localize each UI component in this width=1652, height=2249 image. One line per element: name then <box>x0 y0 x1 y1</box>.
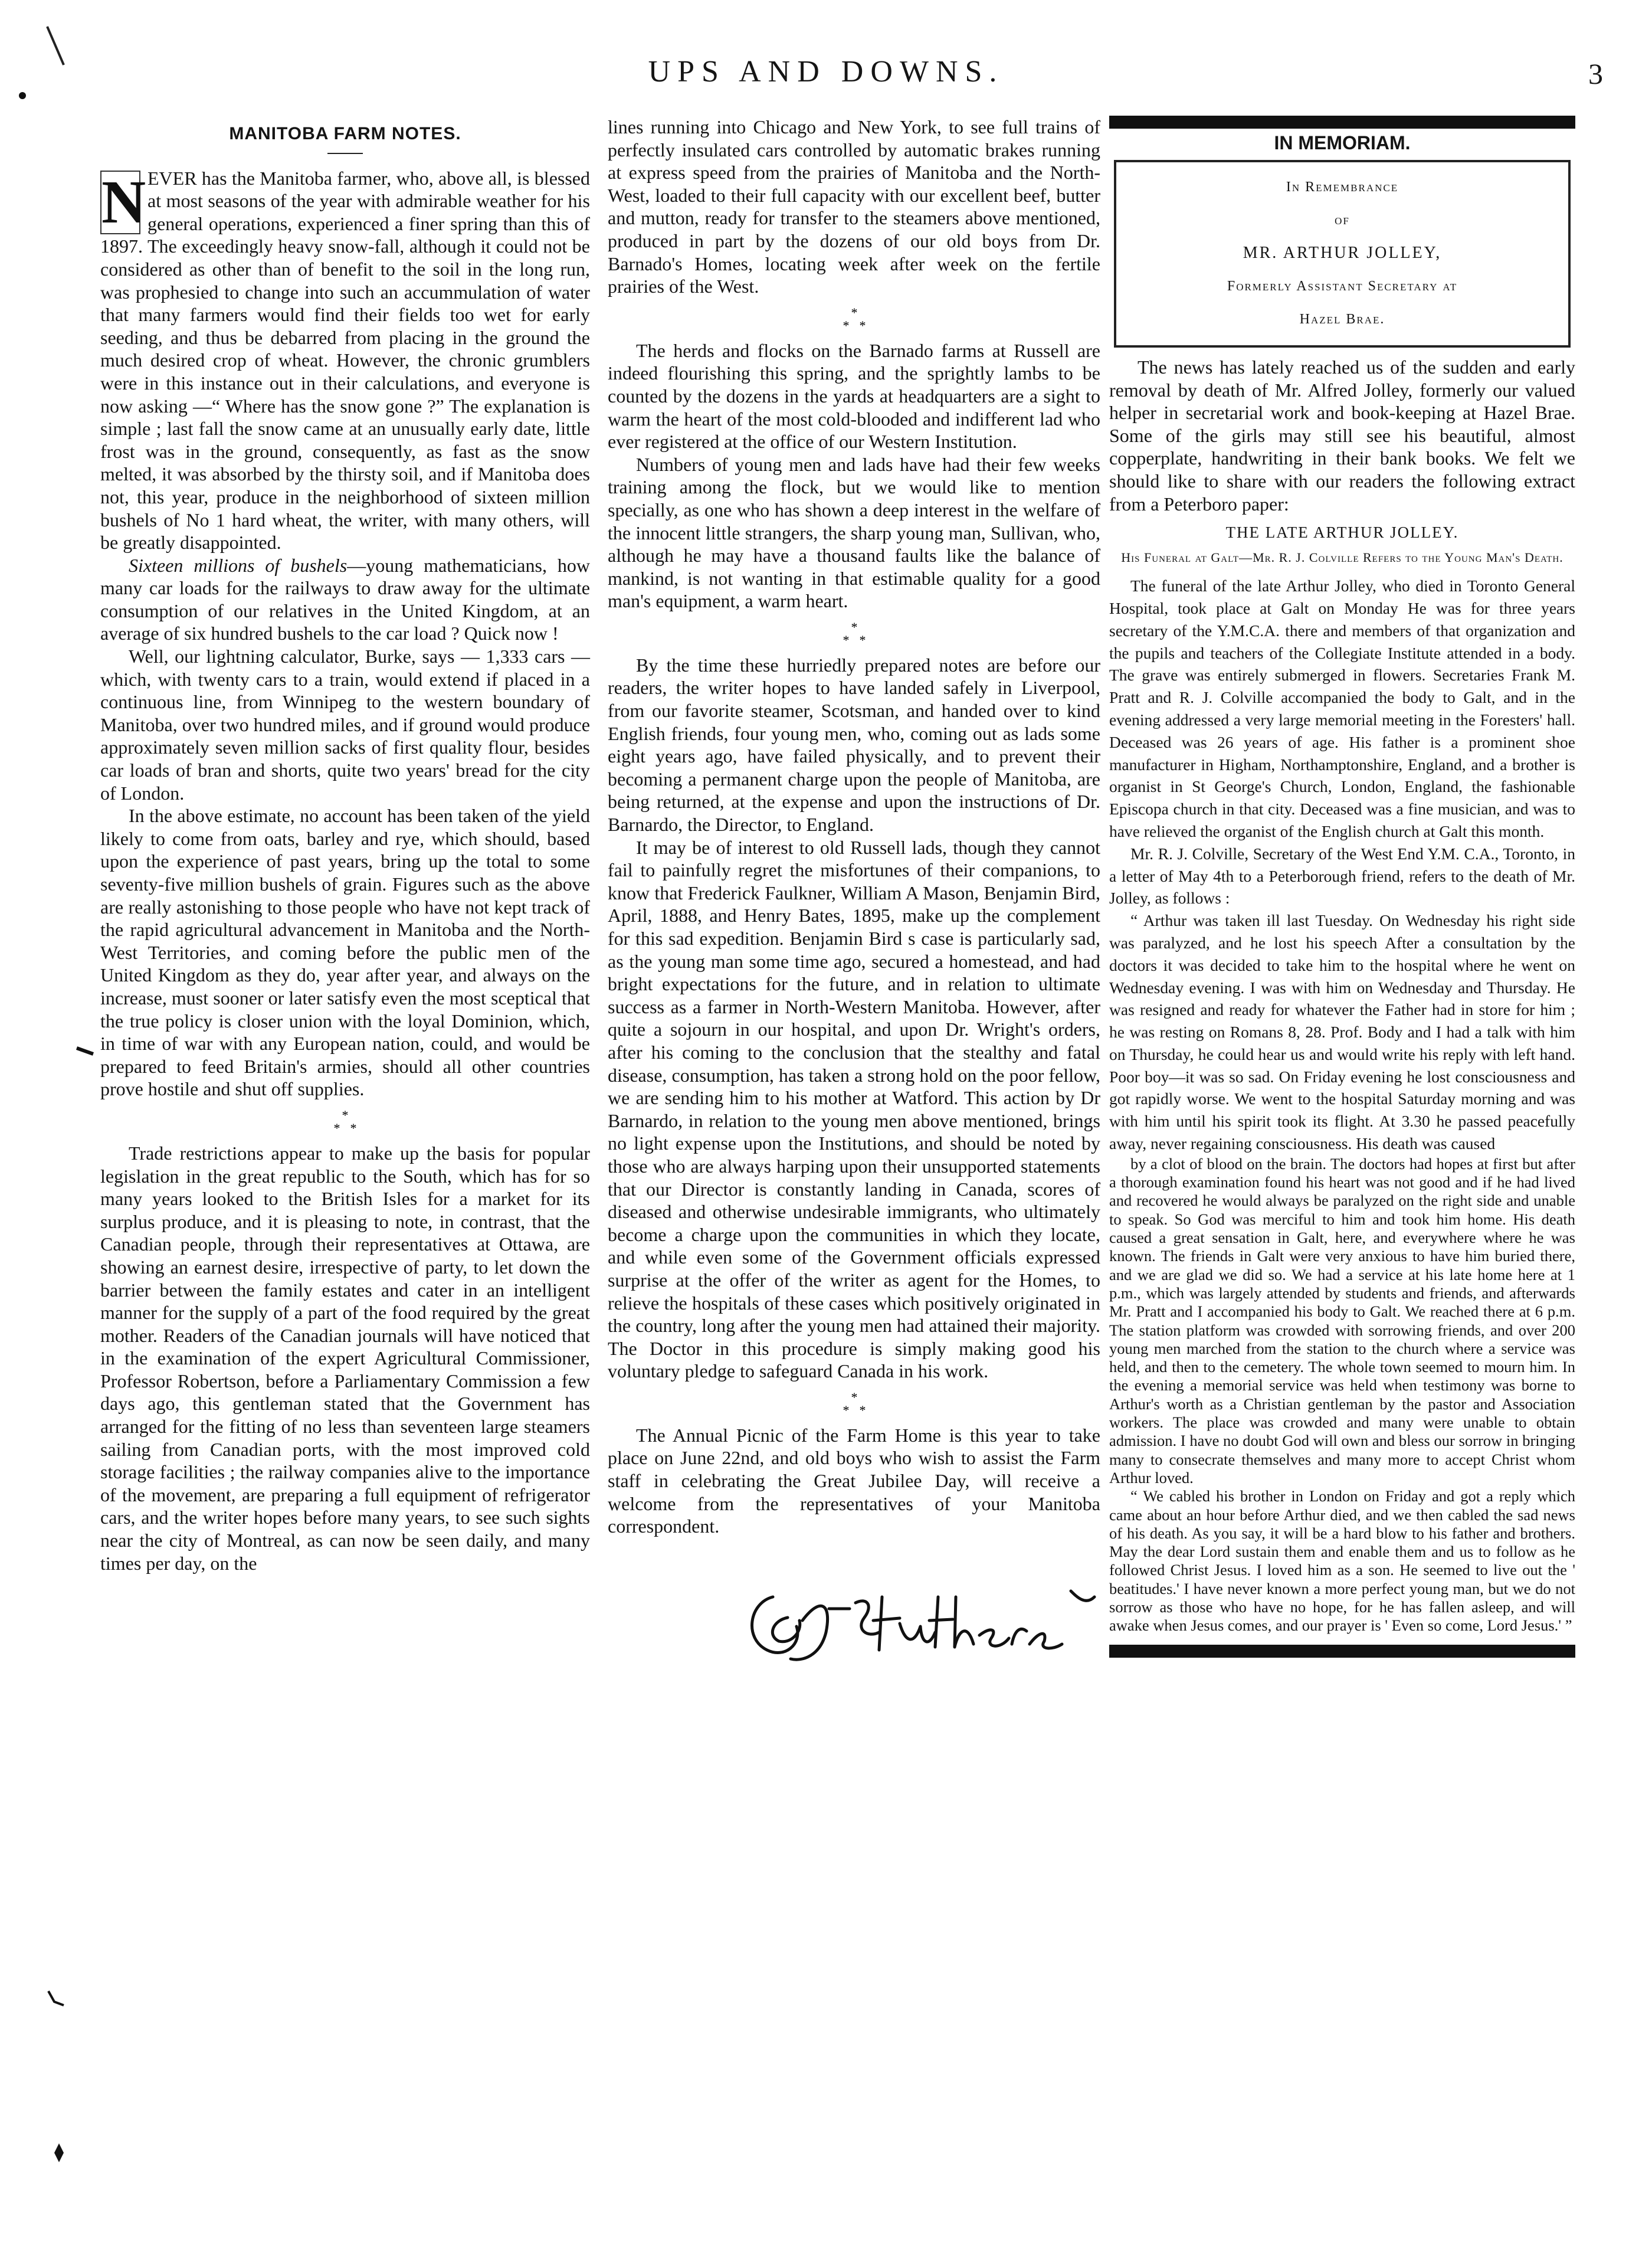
paragraph: Numbers of young men and lads have had their few weeks training among the flock, but we would like to mention specially, as one who has shown a deep interest in the welfare of the innocent little strangers, the sharp young man, Sullivan, who, although he may have a thousand faults like the balance of mankind, is not wanting in that estimable quality for a good man's equipment, a warm heart. <box>608 453 1100 612</box>
svg-text:*: * <box>851 306 857 320</box>
page-number: 3 <box>1588 57 1603 90</box>
sub-head: His Funeral at Galt—Mr. R. J. Colville Refers to the Young Man's Death. <box>1121 550 1564 565</box>
memoriam-box <box>1114 160 1571 348</box>
paragraph <box>100 554 590 645</box>
running-head: UPS AND DOWNS. <box>648 55 1004 89</box>
box-line: Hazel Brae. <box>1299 312 1385 327</box>
svg-text:*: * <box>859 317 866 333</box>
paragraph: The herds and flocks on the Barnado farms at Russell are indeed flourishing this spring, and the sprightly lambs to be counted by the dozens in the yards at headquarters are a sight to warm the heart of the most cold-blooded and indifferent lad who ever registered at the office of our Western Institution. <box>608 339 1100 453</box>
svg-text:*: * <box>342 1108 349 1122</box>
scan-speck <box>46 1989 70 2012</box>
svg-text:*: * <box>859 632 866 647</box>
asterism-divider <box>327 1109 363 1136</box>
paragraph: lines running into Chicago and New York, to see full trains of perfectly insulated cars controlled by automatic brakes running at express speed from the prairies of Manitoba and the North-West, loaded to their full capacity with our excellent beef, butter and mutton, ready for transfer to the steamers above mentioned, produced in part by the dozens of our old boys from Dr. Barnado's Homes, locating week after week on the fertile prairies of the West. <box>608 116 1100 297</box>
asterism-divider <box>837 1391 872 1418</box>
paragraph: Well, our lightning calculator, Burke, says — 1,333 cars — which, with twenty cars to a train, would extend if placed in a continuous line, from Winnipeg to the western boundary of Manitoba, over two hundred miles, and if ground would produce approximately seven million sacks of first quality flour, besides car loads of bran and shorts, quite two years' bread for the city of London. <box>100 646 590 804</box>
paragraph: by a clot of blood on the brain. The doctors had hopes at first but after a thorough examination found his heart was not good and if he had lived and recovered he would always be paralyzed on the right side and unable to speak. So God was merciful to him and took him home. His death caused a great sensation in Galt, here, and everywhere where he was known. The friends in Galt were very anxious to have him buried there, and we are glad we did so. We had a service at his late home here at 1 p.m., which was largely attended by students and friends, and afterwards Mr. Pratt and I accompanied his body to Galt. We reached there at 6 p.m. The station platform was crowded with sorrowing friends, and over 200 young men marched from the station to the church where a service was held, and then to the cemetery. The whole town seemed to mourn him. In the evening a memorial service was held when testimony was borne to Arthur's worth as a Christian gentleman by the pastor and Association workers. The place was crowded and many were unable to obtain admission. I have no doubt God will own and bless our sorrow in bringing many to consecrate themselves and many more to accept Christ whom Arthur loved. <box>1109 1154 1575 1487</box>
signature <box>732 1561 1109 1674</box>
paragraph: The news has lately reached us of the sudden and early removal by death of Mr. Alfred Jolley, formerly our valued helper in secretarial work and book-keeping at Hazel Brae. Some of the girls may still see his beautiful, almost copperplate, handwriting in their bank books. We felt we should like to share with our readers the following extract from a Peterboro paper: <box>1109 356 1575 515</box>
title-rule <box>327 153 363 154</box>
svg-text:*: * <box>843 1402 849 1418</box>
scan-speck <box>51 2142 68 2166</box>
paragraph: By the time these hurriedly prepared notes are before our readers, the writer hopes to have landed safely in Liverpool, from our favorite steamer, Scotsman, and handed over to kind English friends, four young men, who, coming out as lads some eight years ago, have failed physically, and to prevent their becoming a permanent charge upon the people of Manitoba, are being returned, at the expense and upon the instructions of Dr. Barnardo, the Director, to England. <box>608 654 1100 836</box>
paragraph: The funeral of the late Arthur Jolley, who died in Toronto General Hospital, took place at Galt on Monday He was for three years secretary of the Y.M.C.A. there and members of that organization and the pupils and teachers of the Collegiate Institute attended in a body. The grave was entirely submerged in flowers. Secretaries Frank M. Pratt and R. J. Colville accompanied the body to Galt, and in the evening addressed a very large memorial meeting in the Foresters' hall. Deceased was 26 years of age. His father is a prominent shoe manufacturer in Higham, Northamptonshire, England, and a brother is organist in St George's Church, London, England, the fashionable Episcopa church in that city. Deceased was a fine musician, and was to have relieved the organist of the English church at Galt this month. <box>1109 577 1575 840</box>
article-title: MANITOBA FARM NOTES. <box>229 124 461 143</box>
black-rule <box>1109 116 1575 129</box>
drop-cap: N <box>101 168 146 236</box>
paragraph: It may be of interest to old Russell lads, though they cannot fail to painfully regret the misfortunes of their companions, to know that Frederick Faulkner, William A Mason, Benjamin Bird, April, 1888, and Henry Bates, 1895, make up the complement for this sad expedition. Benjamin Bird s case is particularly sad, as the young man some time ago, secured a homestead, and had bright expectations for the future, and in relation to ultimate success as a farmer in North-Western Manitoba. However, after quite a sojourn in our hospital, and upon Dr. Wright's orders, after his coming to the conclusion that the stealthy and fatal disease, consumption, has taken a strong hold on the poor fellow, we are sending him to his mother at Watford. This action by Dr Barnardo, in relation to the young men above mentioned, brings no light expense upon the Institutions, and should be noted by those who are always harping upon their unsupported statements that our Director is constantly landing in Canada, scores of diseased and otherwise undesirable immigrants, who ultimately become a charge upon the communities in which they locate, and while even some of the Government officials expressed surprise at the offer of the writer as agent for the Homes, to relieve the hospitals of these cases which positively originated in the country, long after the young men had attained their majority. The Doctor in this procedure is simply making good his voluntary pledge to safeguard Canada in his work. <box>608 836 1100 1382</box>
column-2 <box>608 116 1100 1674</box>
memoriam-heading: IN MEMORIAM. <box>1274 132 1411 153</box>
svg-text:*: * <box>851 1390 857 1405</box>
paragraph: Trade restrictions appear to make up the basis for popular legislation in the great republic to the South, which has for so many years looked to the British Isles for a market for its surplus produce, and it is pleasing to note, in contrast, that the Canadian people, through their representatives at Ottawa, are showing an earnest desire, irrespective of party, to let down the barrier between the family estates and cater in an intelligent manner for the supply of a part of the food required by the great mother. Readers of the Canadian journals will have noticed that in the examination of the expert Agricultural Commissioner, Professor Robertson, before a Parliamentary Commission a few days ago, this gentleman stated that the Government has arranged for the fitting of no less than seventeen large steamers sailing from Canadian ports, with the most improved cold storage facilities ; the railway companies alive to the importance of the movement, are preparing a full equipment of refrigerator cars, and the writer hopes before many years, to see such sights near the city of Montreal, as can now be seen daily, and many times per day, on the <box>100 1142 590 1574</box>
asterism-divider <box>837 306 872 333</box>
svg-text:*: * <box>843 632 849 647</box>
paragraph <box>100 167 590 554</box>
svg-text:*: * <box>333 1120 340 1135</box>
box-line: of <box>1335 212 1350 228</box>
paragraph: “ Arthur was taken ill last Tuesday. On Wednesday his right side was paralyzed, and he lost his speech After a consultation by the doctors it was decided to take him to the hospital where he went on Wednesday evening. I was with him on Wednesday and Thursday. He was resigned and ready for whatever the Father had in store for him ; he was resting on Romans 8, 28. Prof. Body and I had a talk with him on Thursday, he could hear us and would write his reply with left hand. Poor boy—it was so sad. On Friday evening he lost consciousness and got rapidly worse. We went to the hospital Saturday morning and was with him until his spirit took its flight. At 3.30 he passed peacefully away, never regaining consciousness. His death was caused <box>1109 911 1575 1153</box>
paragraph: The Annual Picnic of the Farm Home is this year to take place on June 22nd, and old boys who wish to assist the Farm staff in celebrating the Great Jubilee Day, will receive a welcome from the representatives of your Manitoba correspondent. <box>608 1424 1100 1537</box>
scan-speck <box>76 1043 99 1061</box>
memoriam-letter <box>1109 1155 1575 1635</box>
black-rule <box>1109 1645 1575 1658</box>
box-name: MR. ARTHUR JOLLEY, <box>1243 244 1442 262</box>
box-line: In Remembrance <box>1286 179 1399 195</box>
paragraph: In the above estimate, no account has been taken of the yield likely to come from oats, barley and rye, which should, based upon the experience of past years, bring up the total to some seventy-five million bushels of grain. Figures such as the above are really astonishing to those people who have not kept track of the rapid agricultural advancement in Manitoba and the North-West Territories, and coming before the public men of the United Kingdom as they do, year after year, and always on the increase, must sooner or later satisfy even the most sceptical that the true policy is closer union with the loyal Dominion, which, in time of war with any European nation, could, and would be prepared to feed Britain's armies, should all other countries prove hostile and shut off supplies. <box>100 805 590 1100</box>
svg-text:*: * <box>859 1402 866 1418</box>
column-3 <box>1109 116 1575 1658</box>
paragraph-text: EVER has the Manitoba farmer, who, above all, is blessed at most seasons of the year with admirable weather for his general operations, experienced a finer spring than this of 1897. The exceedingly heavy snow-fall, although it could not be considered as other than of benefit to the soil in the long run, was prophesied to change into such an accummulation of water that many farmers would find their fields too wet for early seeding, and thus be debarred from placing in the ground the much desired crop of wheat. However, the chronic grumblers were in this instance out in their calculations, and everyone is now asking —“ Where has the snow gone ?” The explanation is simple ; last fall the snow came at an unusually early date, little frost was in the ground, consequently, as fast as the snow melted, it was absorbed by the thirsty soil, and if Manitoba does not, this year, produce in the neighborhood of sixteen million bushels of No 1 hard wheat, the writer, with many others, will be greatly disappointed. <box>100 167 590 554</box>
paragraph-text: —young mathematicians, how many car loads for the railways to draw away for the ultimate consumption of our relatives in the United Kingdom, at an average of six hundred bushels to the car load ? Quick now ! <box>100 554 591 644</box>
svg-text:*: * <box>350 1120 357 1135</box>
memoriam-intro <box>1109 356 1575 515</box>
sub-title: THE LATE ARTHUR JOLLEY. <box>1225 523 1459 542</box>
memoriam-body <box>1109 575 1575 1155</box>
paragraph: Mr. R. J. Colville, Secretary of the West End Y.M. C.A., Toronto, in a letter of May 4th to a Peterborough friend, refers to the death of Mr. Jolley, as follows : <box>1109 844 1575 908</box>
svg-text:*: * <box>851 620 857 634</box>
italic-phrase: Sixteen millions of bushels <box>129 554 348 576</box>
asterism-divider <box>837 621 872 648</box>
column-1 <box>100 116 590 1574</box>
box-line: Formerly Assistant Secretary at <box>1227 279 1458 294</box>
scan-speck <box>18 89 30 106</box>
svg-text:*: * <box>843 317 849 333</box>
paragraph: “ We cabled his brother in London on Friday and got a reply which came about an hour before Arthur died, and we then cabled the sad news of his death. As you say, it will be a hard blow to his father and brothers. May the dear Lord sustain them and enable them and us to follow as he followed Christ Jesus. I loved him as a son. He seemed to live out the ' beatitudes.' I have never known a more perfect young man, but we do not sorrow as those who have no hope, for he has fallen asleep, and will awake when Jesus comes, and our prayer is ' Even so come, Lord Jesus.' ” <box>1109 1487 1575 1635</box>
